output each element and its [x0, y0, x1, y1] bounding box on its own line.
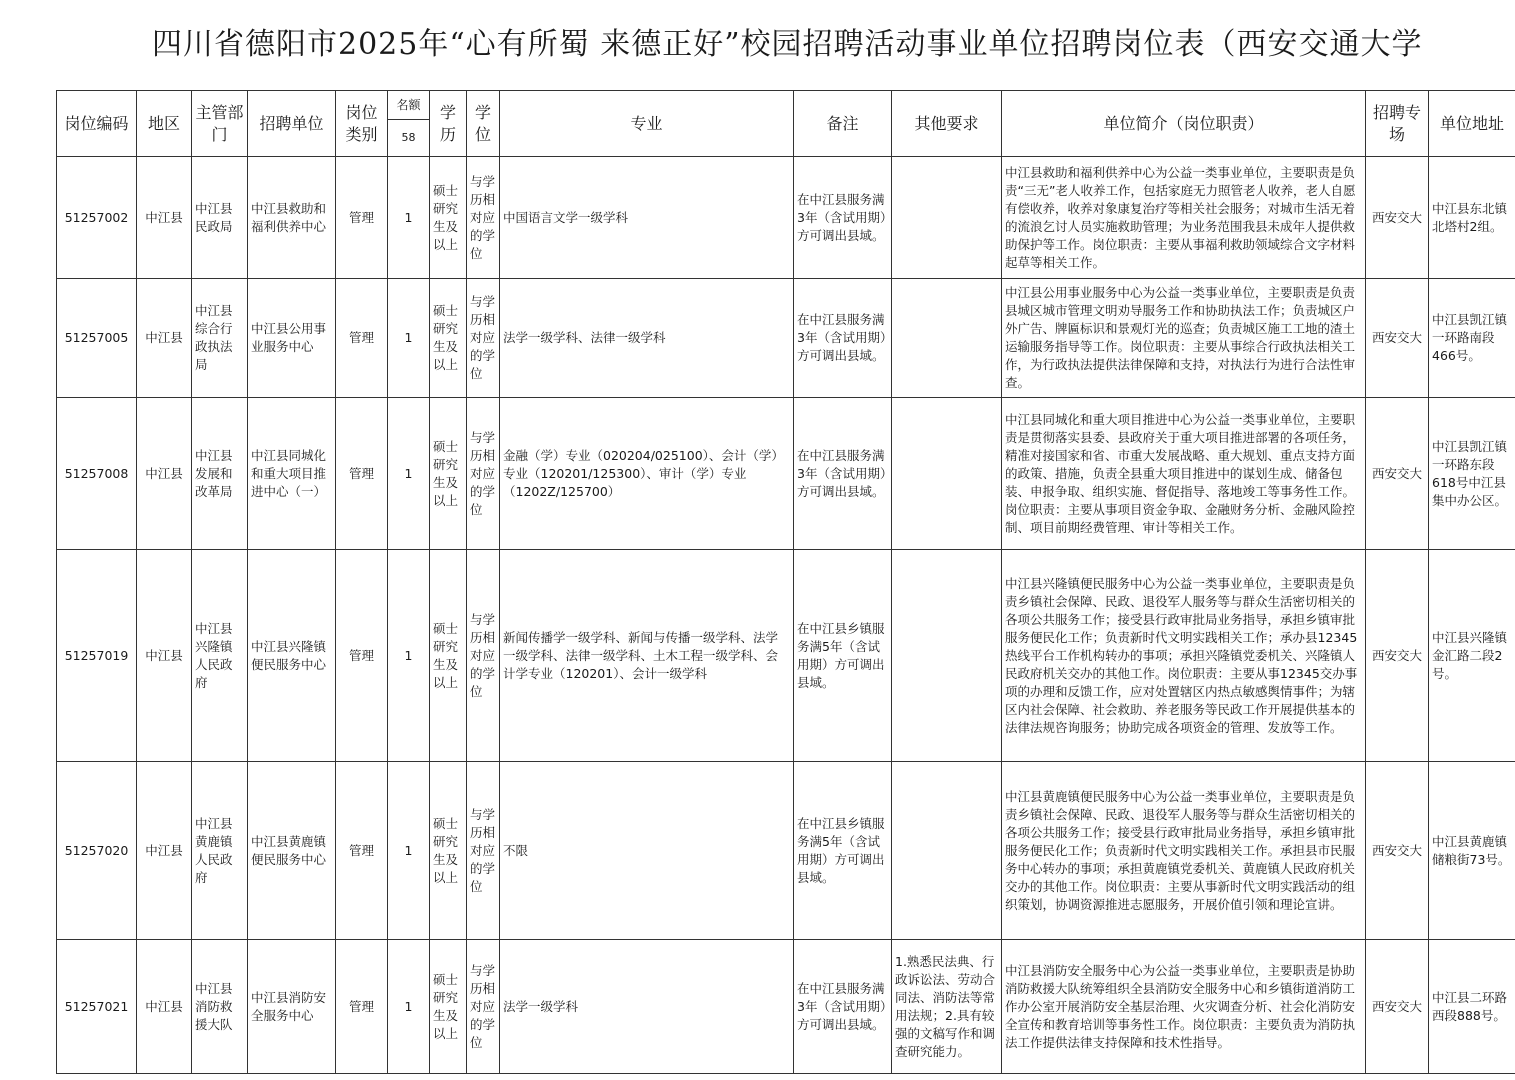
header-remark: 备注 — [794, 91, 892, 157]
cell-other: 1.熟悉民法典、行政诉讼法、劳动合同法、消防法等常用法规；2.具有较强的文稿写作和调查研究能力。 — [892, 940, 1002, 1074]
cell-other — [892, 762, 1002, 940]
cell-type: 管理 — [336, 550, 388, 762]
cell-count: 1 — [388, 279, 430, 398]
cell-major: 不限 — [500, 762, 794, 940]
header-region: 地区 — [137, 91, 192, 157]
cell-address: 中江县二环路西段888号。 — [1429, 940, 1515, 1074]
cell-region: 中江县 — [137, 550, 192, 762]
recruitment-table — [56, 90, 1515, 1074]
cell-address: 中江县兴隆镇金汇路二段2号。 — [1429, 550, 1515, 762]
cell-venue: 西安交大 — [1366, 550, 1429, 762]
cell-dept: 中江县消防救援大队 — [192, 940, 248, 1074]
header-row — [57, 91, 1515, 157]
header-address: 单位地址 — [1429, 91, 1515, 157]
cell-intro: 中江县救助和福利供养中心为公益一类事业单位，主要职责是负责“三无”老人收养工作，包括家庭无力照管老人收养，老人自愿有偿收养，收养对象康复治疗等相关社会服务；对城市生活无着的流浪乞讨人员实施救助管理；为业务范围我县未成年人提供救助保护等工作。岗位职责：主要从事福利救助领域综合文字材料起草等相关工作。 — [1002, 157, 1366, 279]
cell-region: 中江县 — [137, 157, 192, 279]
cell-major: 金融（学）专业（020204/025100）、会计（学）专业（120201/125300）、审计（学）专业（1202Z/125700） — [500, 398, 794, 550]
table-row — [57, 398, 1515, 550]
cell-edu: 硕士研究生及以上 — [430, 157, 467, 279]
cell-remark: 在中江县乡镇服务满5年（含试用期）方可调出县域。 — [794, 762, 892, 940]
cell-intro: 中江县消防安全服务中心为公益一类事业单位，主要职责是协助消防救援大队统筹组织全县消防安全服务中心和乡镇街道消防工作办公室开展消防安全基层治理、火灾调查分析、社会化消防安全宣传和教育培训等事务性工作。岗位职责：主要负责为消防执法工作提供法律支持保障和技术性指导。 — [1002, 940, 1366, 1074]
cell-major: 法学一级学科 — [500, 940, 794, 1074]
cell-remark: 在中江县服务满3年（含试用期）方可调出县域。 — [794, 940, 892, 1074]
cell-edu: 硕士研究生及以上 — [430, 940, 467, 1074]
cell-venue: 西安交大 — [1366, 279, 1429, 398]
header-dept: 主管部门 — [192, 91, 248, 157]
cell-count: 1 — [388, 940, 430, 1074]
cell-intro: 中江县同城化和重大项目推进中心为公益一类事业单位，主要职责是贯彻落实县委、县政府关于重大项目推进部署的各项任务，精准对接国家和省、市重大发展战略、重大规划、重点支持方面的政策、措施，负责全县重大项目推进中的谋划生成、储备包装、申报争取、组织实施、督促指导、落地竣工等事务性工作。岗位职责：主要从事项目资金争取、金融财务分析、金融风险控制、项目前期经费管理、审计等相关工作。 — [1002, 398, 1366, 550]
cell-dept: 中江县民政局 — [192, 157, 248, 279]
header-other: 其他要求 — [892, 91, 1002, 157]
cell-dept: 中江县兴隆镇人民政府 — [192, 550, 248, 762]
cell-remark: 在中江县服务满3年（含试用期）方可调出县域。 — [794, 157, 892, 279]
cell-address: 中江县黄鹿镇储粮街73号。 — [1429, 762, 1515, 940]
cell-unit: 中江县兴隆镇便民服务中心 — [248, 550, 336, 762]
cell-degree: 与学历相对应的学位 — [467, 398, 500, 550]
cell-venue: 西安交大 — [1366, 157, 1429, 279]
cell-count: 1 — [388, 762, 430, 940]
cell-remark: 在中江县乡镇服务满5年（含试用期）方可调出县域。 — [794, 550, 892, 762]
cell-degree: 与学历相对应的学位 — [467, 940, 500, 1074]
table-row — [57, 279, 1515, 398]
cell-venue: 西安交大 — [1366, 398, 1429, 550]
page-title: 四川省德阳市2025年“心有所蜀 来德正好”校园招聘活动事业单位招聘岗位表（西安交通大学 — [152, 27, 1423, 62]
cell-edu: 硕士研究生及以上 — [430, 550, 467, 762]
cell-code: 51257020 — [57, 762, 137, 940]
cell-type: 管理 — [336, 762, 388, 940]
cell-unit: 中江县公用事业服务中心 — [248, 279, 336, 398]
cell-unit: 中江县黄鹿镇便民服务中心 — [248, 762, 336, 940]
cell-count: 1 — [388, 157, 430, 279]
cell-dept: 中江县黄鹿镇人民政府 — [192, 762, 248, 940]
cell-unit: 中江县消防安全服务中心 — [248, 940, 336, 1074]
header-major: 专业 — [500, 91, 794, 157]
header-intro: 单位简介（岗位职责） — [1002, 91, 1366, 157]
cell-edu: 硕士研究生及以上 — [430, 279, 467, 398]
cell-major: 新闻传播学一级学科、新闻与传播一级学科、法学一级学科、法律一级学科、土木工程一级学科、会计学专业（120201）、会计一级学科 — [500, 550, 794, 762]
cell-code: 51257021 — [57, 940, 137, 1074]
cell-major: 法学一级学科、法律一级学科 — [500, 279, 794, 398]
cell-degree: 与学历相对应的学位 — [467, 157, 500, 279]
header-count-label: 名额 — [388, 91, 429, 120]
cell-type: 管理 — [336, 398, 388, 550]
cell-address: 中江县凯江镇一环路南段466号。 — [1429, 279, 1515, 398]
cell-type: 管理 — [336, 940, 388, 1074]
cell-major: 中国语言文学一级学科 — [500, 157, 794, 279]
header-count — [388, 91, 430, 157]
cell-region: 中江县 — [137, 398, 192, 550]
cell-edu: 硕士研究生及以上 — [430, 398, 467, 550]
cell-code: 51257019 — [57, 550, 137, 762]
cell-other — [892, 550, 1002, 762]
cell-venue: 西安交大 — [1366, 762, 1429, 940]
cell-region: 中江县 — [137, 279, 192, 398]
cell-remark: 在中江县服务满3年（含试用期）方可调出县域。 — [794, 279, 892, 398]
cell-type: 管理 — [336, 279, 388, 398]
header-degree: 学位 — [467, 91, 500, 157]
header-unit: 招聘单位 — [248, 91, 336, 157]
cell-unit: 中江县同城化和重大项目推进中心（一） — [248, 398, 336, 550]
cell-dept: 中江县发展和改革局 — [192, 398, 248, 550]
table-row — [57, 940, 1515, 1074]
header-type: 岗位类别 — [336, 91, 388, 157]
cell-other — [892, 279, 1002, 398]
cell-degree: 与学历相对应的学位 — [467, 279, 500, 398]
cell-region: 中江县 — [137, 940, 192, 1074]
cell-other — [892, 157, 1002, 279]
table-row — [57, 550, 1515, 762]
header-count-total: 58 — [401, 131, 416, 144]
cell-degree: 与学历相对应的学位 — [467, 762, 500, 940]
cell-code: 51257005 — [57, 279, 137, 398]
cell-dept: 中江县综合行政执法局 — [192, 279, 248, 398]
cell-type: 管理 — [336, 157, 388, 279]
header-venue: 招聘专场 — [1366, 91, 1429, 157]
cell-code: 51257002 — [57, 157, 137, 279]
cell-code: 51257008 — [57, 398, 137, 550]
cell-count: 1 — [388, 398, 430, 550]
cell-count: 1 — [388, 550, 430, 762]
cell-other — [892, 398, 1002, 550]
header-code: 岗位编码 — [57, 91, 137, 157]
cell-intro: 中江县公用事业服务中心为公益一类事业单位，主要职责是负责县城区城市管理文明劝导服务工作和协助执法工作；负责城区户外广告、牌匾标识和景观灯光的巡查；负责城区施工工地的渣土运输服务指导等工作。岗位职责：主要从事综合行政执法相关工作，为行政执法提供法律保障和支持，对执法行为进行合法性审查。 — [1002, 279, 1366, 398]
header-edu: 学历 — [430, 91, 467, 157]
cell-intro: 中江县兴隆镇便民服务中心为公益一类事业单位，主要职责是负责乡镇社会保障、民政、退役军人服务等与群众生活密切相关的各项公共服务工作；接受县行政审批局业务指导，承担乡镇审批服务便民化工作；负责新时代文明实践相关工作；承办县12345热线平台工作机构转办的事项；承担兴隆镇党委机关、兴隆镇人民政府机关交办的其他工作。岗位职责：主要从事12345交办事项的办理和反馈工作，应对处置辖区内热点敏感舆情事件；为辖区内社会保障、社会救助、养老服务等民政工作开展提供基本的法律法规咨询服务；协助完成各项资金的管理、发放等工作。 — [1002, 550, 1366, 762]
cell-address: 中江县东北镇北塔村2组。 — [1429, 157, 1515, 279]
cell-intro: 中江县黄鹿镇便民服务中心为公益一类事业单位，主要职责是负责乡镇社会保障、民政、退役军人服务等与群众生活密切相关的各项公共服务工作；接受县行政审批局业务指导，承担乡镇审批服务便民化工作；负责新时代文明实践相关工作。承担县市民服务中心转办的事项；承担黄鹿镇党委机关、黄鹿镇人民政府机关交办的其他工作。岗位职责：主要从事新时代文明实践活动的组织策划，协调资源推进志愿服务，开展价值引领和理论宣讲。 — [1002, 762, 1366, 940]
cell-address: 中江县凯江镇一环路东段618号中江县集中办公区。 — [1429, 398, 1515, 550]
cell-region: 中江县 — [137, 762, 192, 940]
cell-remark: 在中江县服务满3年（含试用期）方可调出县域。 — [794, 398, 892, 550]
cell-unit: 中江县救助和福利供养中心 — [248, 157, 336, 279]
cell-venue: 西安交大 — [1366, 940, 1429, 1074]
cell-edu: 硕士研究生及以上 — [430, 762, 467, 940]
table-row — [57, 762, 1515, 940]
table-row — [57, 157, 1515, 279]
cell-degree: 与学历相对应的学位 — [467, 550, 500, 762]
